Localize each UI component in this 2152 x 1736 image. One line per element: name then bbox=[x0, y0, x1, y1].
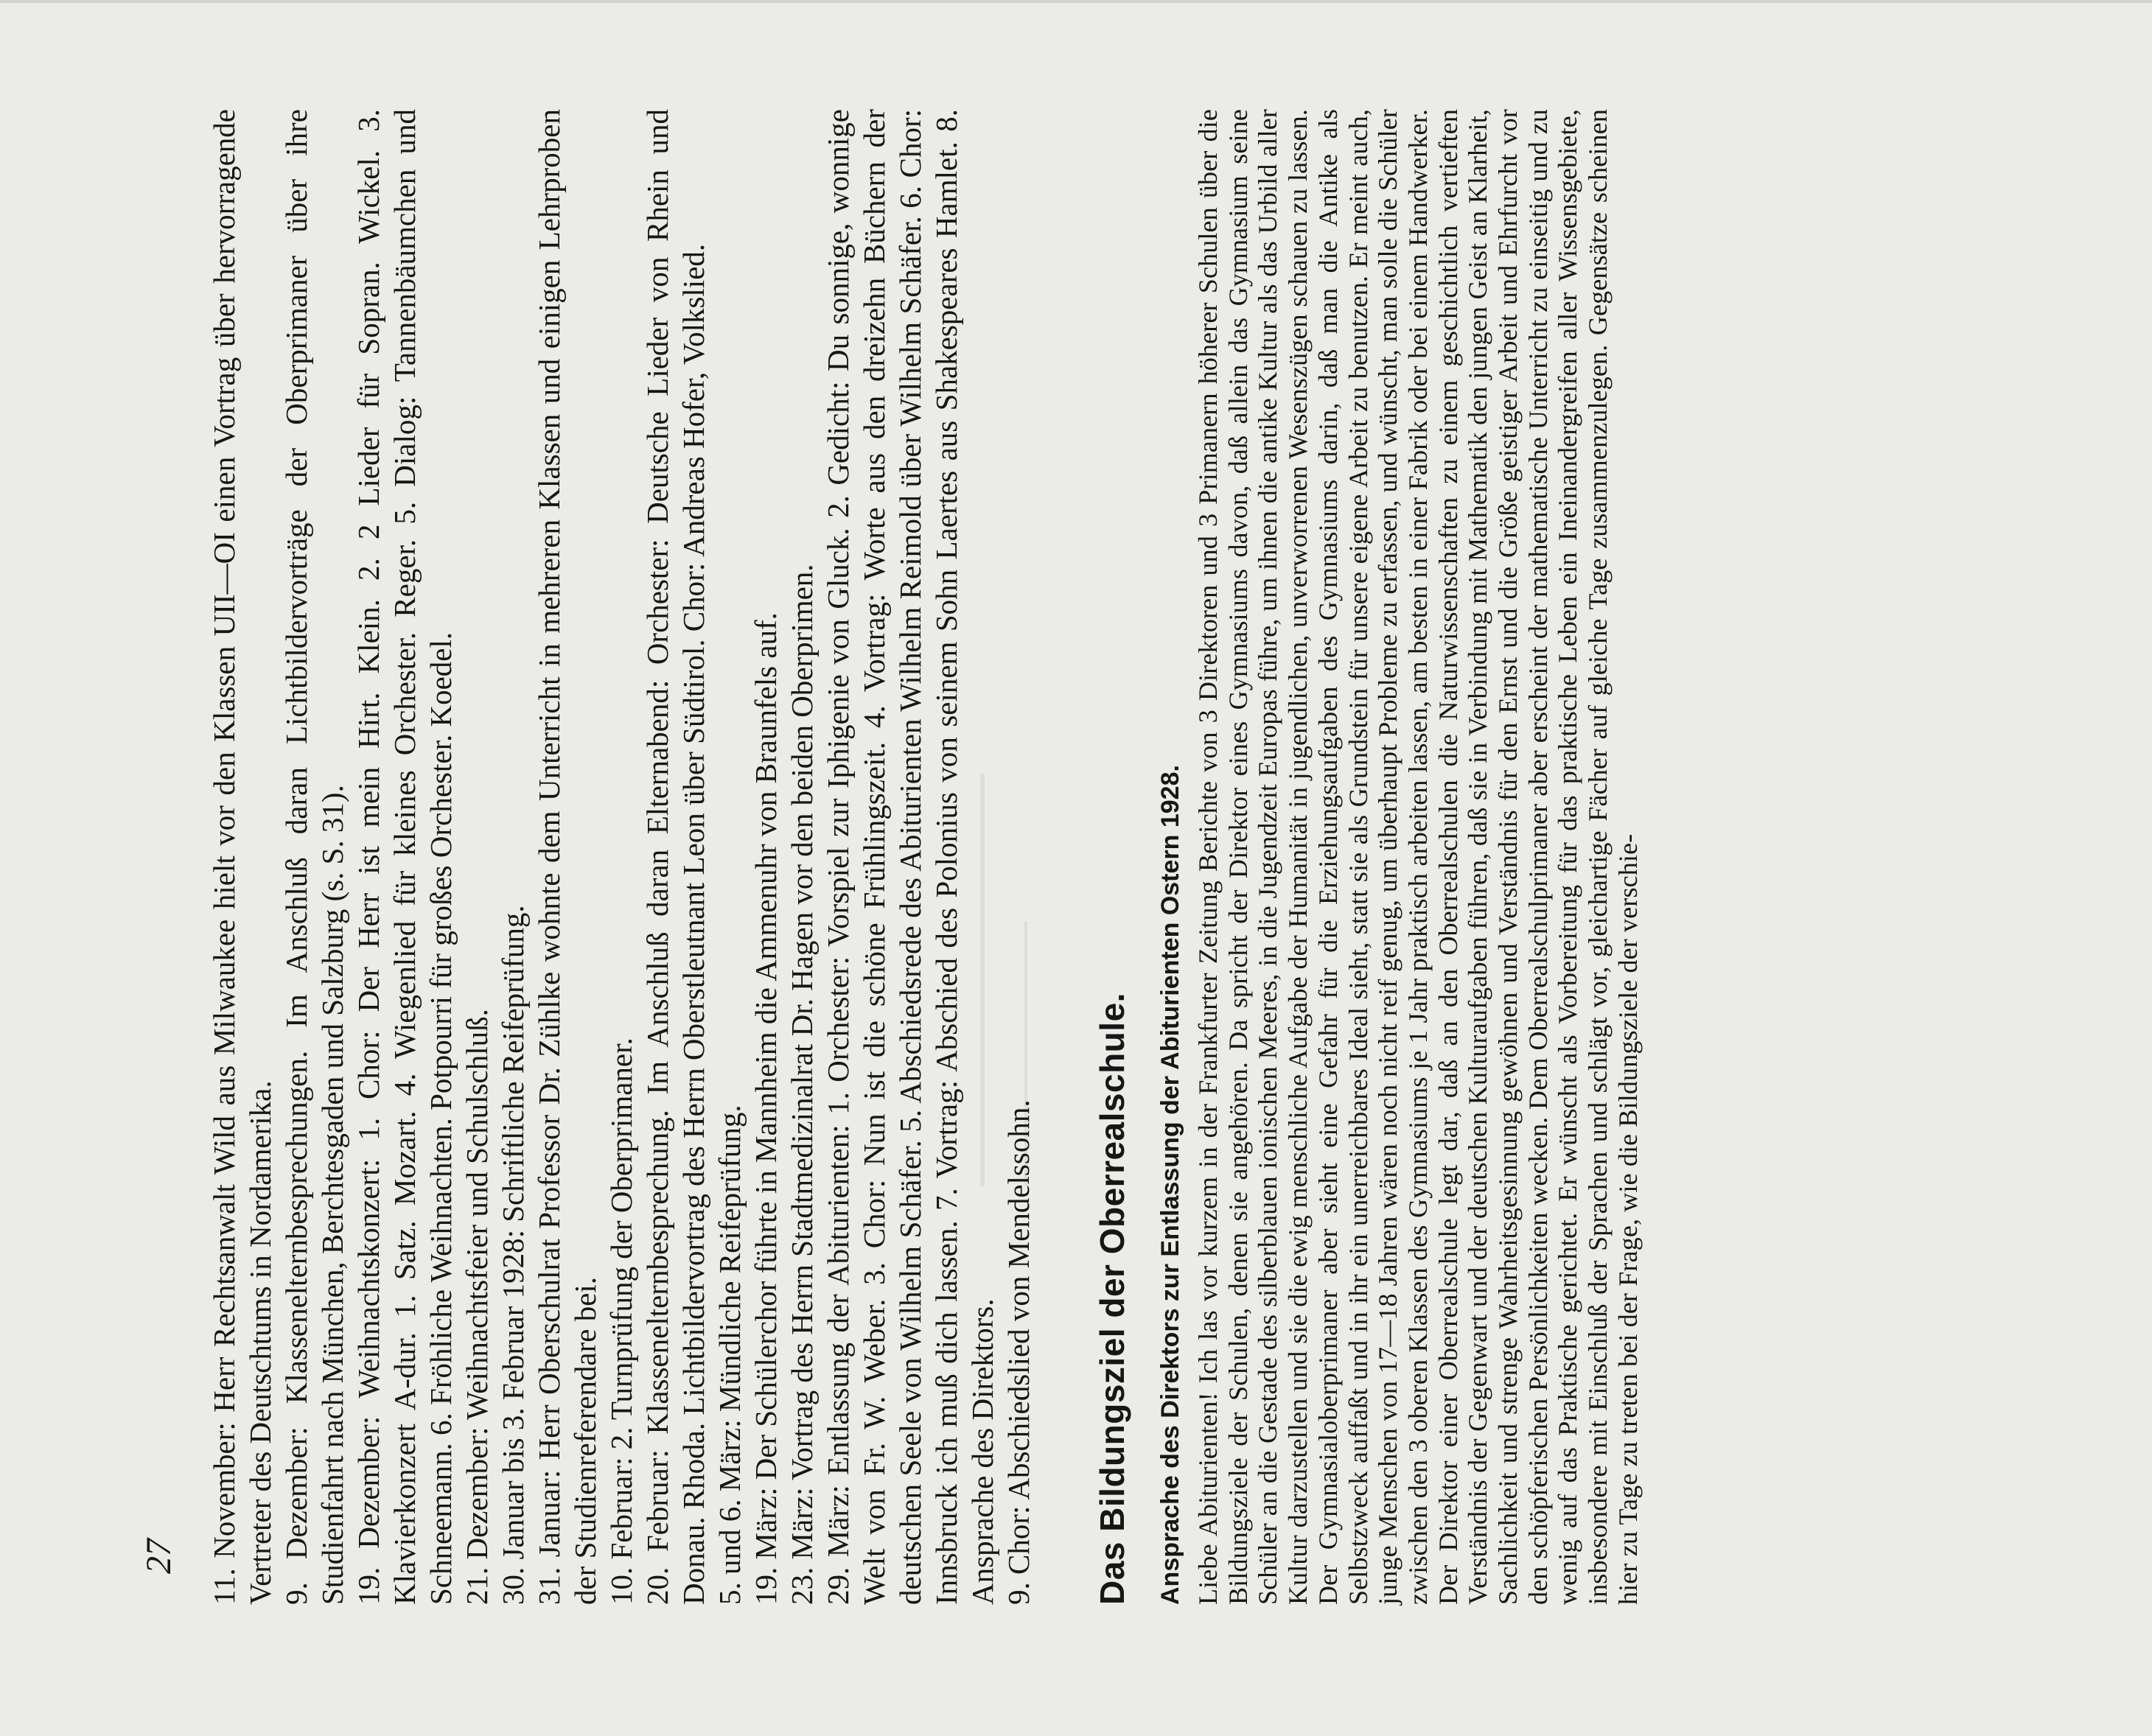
speech-body: Liebe Abiturienten! Ich las vor kurzem in der Frankfurter Zeitung Berichte von 3 Direktoren und 3 Primanern höherer Schulen über die Bildungsziele der Schulen, denen sie angehören. Da spricht der Direktor eines Gymnasiums davon, daß allein das Gymnasium seine Schüler an die Gestade des silberblauen ionischen Meeres, in die Jugendzeit Europas führe, um ihnen die antike Kultur als das Urbild aller Kultur darzustellen und sie die ewig menschliche Aufgabe der Humanität in jugendlichen, unverworrenen Wesenszügen schauen zu lassen. Der Gymnasialoberprimaner aber sieht eine Gefahr für die Erziehungsaufgaben des Gymnasiums darin, daß man die Antike als Selbstzweck auffaßt und in ihr ein unerreichbares Ideal sieht, statt sie als Grundstein für unsere eigene Arbeit zu benutzen. Er meint auch, junge Menschen von 17—18 Jahren wären noch nicht reif genug, um überhaupt Probleme zu erfassen, und wünscht, man solle die Schüler zwischen den 3 oberen Klassen des Gymnasiums je 1 Jahr praktisch arbeiten lassen, am besten in einer Fabrik oder bei einem Handwerker. Der Direktor einer Oberrealschule legt dar, daß an den Oberrealschulen die Naturwissenschaften zu einem geschichtlich vertieften Verständnis der Gegenwart und der deutschen Kulturaufgaben führen, daß sie in Verbindung mit Mathematik den jungen Geist an Klarheit, Sachlichkeit und strenge Wahrheitsgesinnung gewöhnen und Verständnis für den Ernst und die Größe geistiger Arbeit und Ehrfurcht vor den schöpferischen Persönlichkeiten wecken. Dem Oberrealschulprimaner aber erscheint der mathematische Unterricht zu einseitig und zu wenig auf das Praktische gerichtet. Er wünscht als Vorbereitung für das praktische Leben ein Ineinandergreifen aller Wissensgebiete, insbesondere mit Einschluß der Sprachen und schlägt vor, gleichartige Fächer auf gleiche Tage zusammenzulegen. Gegensätze scheinen hier zu Tage zu treten bei der Frage, wie die Bildungsziele der verschie- bbox=[1193, 109, 1643, 1605]
chronicle-entry: 30. Januar bis 3. Februar 1928: Schriftliche Reifeprüfung. bbox=[496, 905, 530, 1605]
chronicle-entry: 29. März: Entlassung der Abiturienten: 1. Orchester: Vorspiel zur Iphigenie von Gluck. 2. Gedicht: Du sonnige, wonnige Welt von Fr. W. Weber. 3. Chor: Nun ist die schöne Frühlingszeit. 4. Vortrag: Worte aus den dreizehn Büchern der deutschen Seele von Wilhelm Schäfer. 5. Abschiedsrede des Abiturienten Wilhelm Reimold über Wilhelm Schäfer. 6. Chor: Innsbruck ich muß dich lassen. 7. Vortrag: Abschied des Polonius von seinem Sohn Laertes aus Shakespeares Hamlet. 8. Ansprache des Direktors. bbox=[821, 109, 999, 1605]
chronicle-entry: 5. und 6. März: Mündliche Reifeprüfung. bbox=[713, 1105, 747, 1605]
chronicle-entry: 20. Februar: Klassenelternbesprechung. Im Anschluß daran Elternabend: Orchester: Deutsche Lieder von Rhein und Donau. Rhoda. Lichtbildervortrag des Herrn Oberstleutnant Leon über Südtirol. Chor: Andreas Hofer, Volkslied. bbox=[640, 109, 710, 1605]
chronicle-entry: 21. Dezember: Weihnachtsfeier und Schulschluß. bbox=[460, 1009, 494, 1605]
chronicle-entry: 19. März: Der Schülerchor führte in Mannheim die Ammenuhr von Braunfels auf. bbox=[749, 612, 783, 1605]
rotated-page-content bbox=[206, 109, 2049, 1605]
chronicle-entry: 9. Chor: Abschiedslied von Mendelssohn. bbox=[1002, 1099, 1035, 1605]
speech-heading: Ansprache des Direktors zur Entlassung der Abiturienten Ostern 1928. bbox=[1156, 765, 1184, 1605]
page-number: 27 bbox=[139, 1539, 178, 1574]
chronicle-entry: 31. Januar: Herr Oberschulrat Professor Dr. Zühlke wohnte dem Unterricht in mehreren Klassen und einigen Lehrproben der Studienreferendare bei. bbox=[532, 109, 602, 1605]
section-heading: Das Bildungsziel der Oberrealschule. bbox=[1093, 993, 1131, 1605]
chronicle-entry: 19. Dezember: Weihnachtskonzert: 1. Chor: Der Herr ist mein Hirt. Klein. 2. 2 Lieder für Sopran. Wickel. 3. Klavierkonzert A-dur. 1. Satz. Mozart. 4. Wiegenlied für kleines Orchester. Reger. 5. Dialog: Tannenbäumchen und Schneemann. 6. Fröhliche Weihnachten. Potpourri für großes Orchester. Koedel. bbox=[352, 109, 458, 1605]
chronicle-entry: 9. Dezember: Klassenelternbesprechungen. Im Anschluß daran Lichtbildervorträge der Oberprimaner über ihre Studienfahrt nach München, Berchtesgaden und Salzburg (s. S. 31). bbox=[279, 109, 349, 1605]
page-top-edge bbox=[0, 0, 2152, 3]
chronicle-entries bbox=[206, 109, 1037, 1605]
chronicle-entry: 11. November: Herr Rechtsanwalt Wild aus Milwaukee hielt vor den Klassen UII—OI einen Vortrag über hervorragende Vertreter des Deutschtums in Nordamerika. bbox=[207, 109, 277, 1605]
chronicle-entry: 10. Februar: 2. Turnprüfung der Oberprimaner. bbox=[604, 1037, 638, 1605]
chronicle-entry: 23. März: Vortrag des Herrn Stadtmedizinalrat Dr. Hagen vor den beiden Oberprimen. bbox=[785, 564, 819, 1605]
